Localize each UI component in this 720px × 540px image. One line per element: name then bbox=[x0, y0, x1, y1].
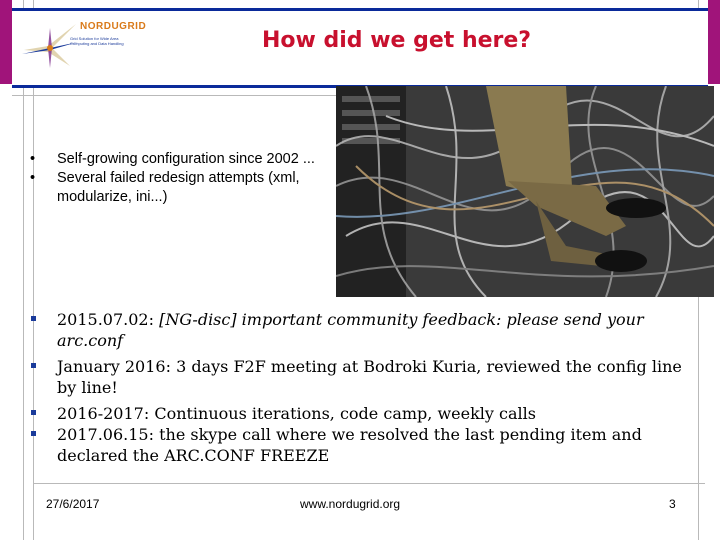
timeline-bullet bbox=[30, 424, 702, 466]
bullet-dot-icon: • bbox=[30, 170, 36, 186]
slide-title: How did we get here? bbox=[262, 28, 532, 53]
timeline-bullet bbox=[30, 309, 702, 351]
cable-mess-illustration bbox=[336, 86, 714, 297]
timeline-bullet bbox=[30, 403, 702, 424]
timeline-bullet-text: 2015.07.02: bbox=[57, 310, 160, 329]
bullet-square-icon bbox=[31, 431, 36, 436]
page-number: 3 bbox=[669, 497, 676, 511]
bullet-dot-icon: • bbox=[30, 151, 36, 167]
logo-tagline bbox=[70, 36, 150, 46]
bullet-square-icon bbox=[31, 316, 36, 321]
timeline-bullet bbox=[30, 356, 702, 398]
bullet-square-icon bbox=[31, 363, 36, 368]
timeline-bullet-text: 2016-2017: Continuous iterations, code camp, weekly calls bbox=[57, 404, 536, 423]
cable-mess-photo bbox=[336, 86, 714, 297]
timeline-bullet-list bbox=[30, 309, 702, 471]
intro-bullet-list bbox=[30, 150, 330, 207]
accent-bar-left bbox=[0, 0, 12, 84]
footer-url: www.nordugrid.org bbox=[300, 497, 401, 511]
timeline-bullet-text: 2017.06.15: the skype call where we resolved the last pending item and declared the ARC.CONF FREEZE bbox=[57, 425, 642, 465]
compass-star-icon bbox=[20, 20, 80, 72]
nordugrid-logo bbox=[20, 20, 150, 72]
intro-bullet bbox=[30, 169, 330, 207]
intro-bullet bbox=[30, 150, 330, 169]
bullet-square-icon bbox=[31, 410, 36, 415]
intro-bullet-text: Several failed redesign attempts (xml, modularize, ini...) bbox=[57, 170, 300, 205]
logo-brand-text: NORDUGRID bbox=[80, 21, 147, 32]
logo-tagline-line: Computing and Data Handling bbox=[70, 41, 124, 46]
timeline-bullet-text: January 2016: 3 days F2F meeting at Bodroki Kuria, reviewed the config line by line! bbox=[57, 357, 682, 397]
intro-bullet-text: Self-growing configuration since 2002 ... bbox=[57, 151, 315, 167]
timeline-bullet-italic: [NG-disc] important community feedback: please send your arc.conf bbox=[57, 310, 644, 350]
logo-tagline-line: Grid Solution for Wide Area bbox=[70, 36, 119, 41]
accent-bar-right bbox=[708, 0, 720, 84]
footer-date: 27/6/2017 bbox=[46, 497, 100, 511]
